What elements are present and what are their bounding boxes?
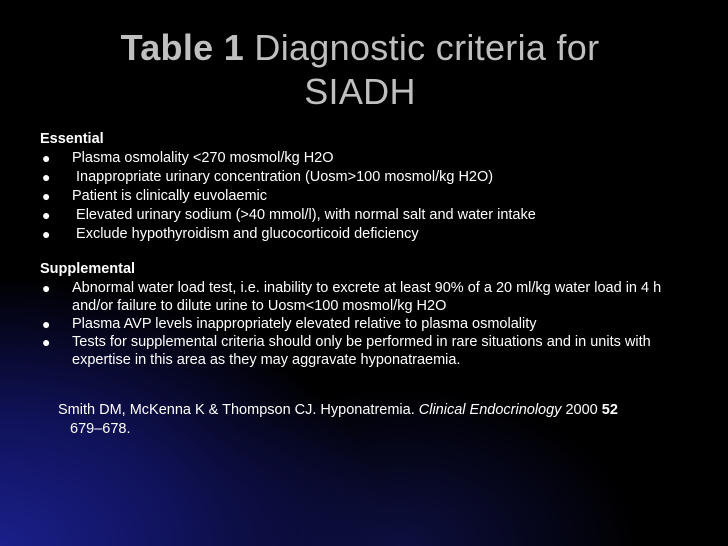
title-table-label: Table 1	[120, 27, 245, 68]
supplemental-heading: Supplemental	[40, 261, 136, 277]
bullet-icon: ●	[42, 169, 51, 185]
essential-heading: Essential	[40, 131, 104, 147]
bullet-icon: ●	[42, 334, 51, 350]
title-text: Diagnostic criteria for SIADH	[254, 27, 600, 112]
list-item: ● Exclude hypothyroidism and glucocorticoid deficiency	[42, 226, 419, 242]
reference-volume: 52	[601, 402, 618, 418]
reference-pages: 679–678.	[70, 421, 131, 437]
supplemental-section	[40, 260, 700, 369]
bullet-icon: ●	[42, 150, 51, 166]
reference-citation	[58, 401, 698, 439]
list-item: ● Plasma osmolality <270 mosmol/kg H2O	[42, 150, 334, 166]
bullet-icon: ●	[42, 207, 51, 223]
reference-authors: Smith DM, McKenna K & Thompson CJ. Hyponatremia.	[58, 402, 415, 418]
reference-year: 2000	[565, 402, 598, 418]
slide-title	[60, 26, 660, 114]
list-item: ● Abnormal water load test, i.e. inability to excrete at least 90% of a 20 ml/kg water load in 4 h and/or failure to dilute urine to Uosm<100 mosmol/kg H2O	[42, 280, 662, 314]
bullet-icon: ●	[42, 316, 51, 332]
essential-section	[40, 130, 700, 244]
essential-list	[40, 149, 700, 244]
bullet-icon: ●	[42, 188, 51, 204]
list-item: ● Tests for supplemental criteria should only be performed in rare situations and in units with expertise in this area as they may aggravate hyponatraemia.	[42, 334, 651, 368]
reference-journal: Clinical Endocrinology	[418, 402, 562, 418]
list-item: ● Elevated urinary sodium (>40 mmol/l), with normal salt and water intake	[42, 207, 536, 223]
supplemental-list	[40, 279, 700, 369]
bullet-icon: ●	[42, 280, 51, 296]
list-item: ● Inappropriate urinary concentration (Uosm>100 mosmol/kg H2O)	[42, 169, 494, 185]
list-item: ● Patient is clinically euvolaemic	[42, 188, 268, 204]
bullet-icon: ●	[42, 226, 51, 242]
list-item: ● Plasma AVP levels inappropriately elevated relative to plasma osmolality	[42, 316, 537, 332]
